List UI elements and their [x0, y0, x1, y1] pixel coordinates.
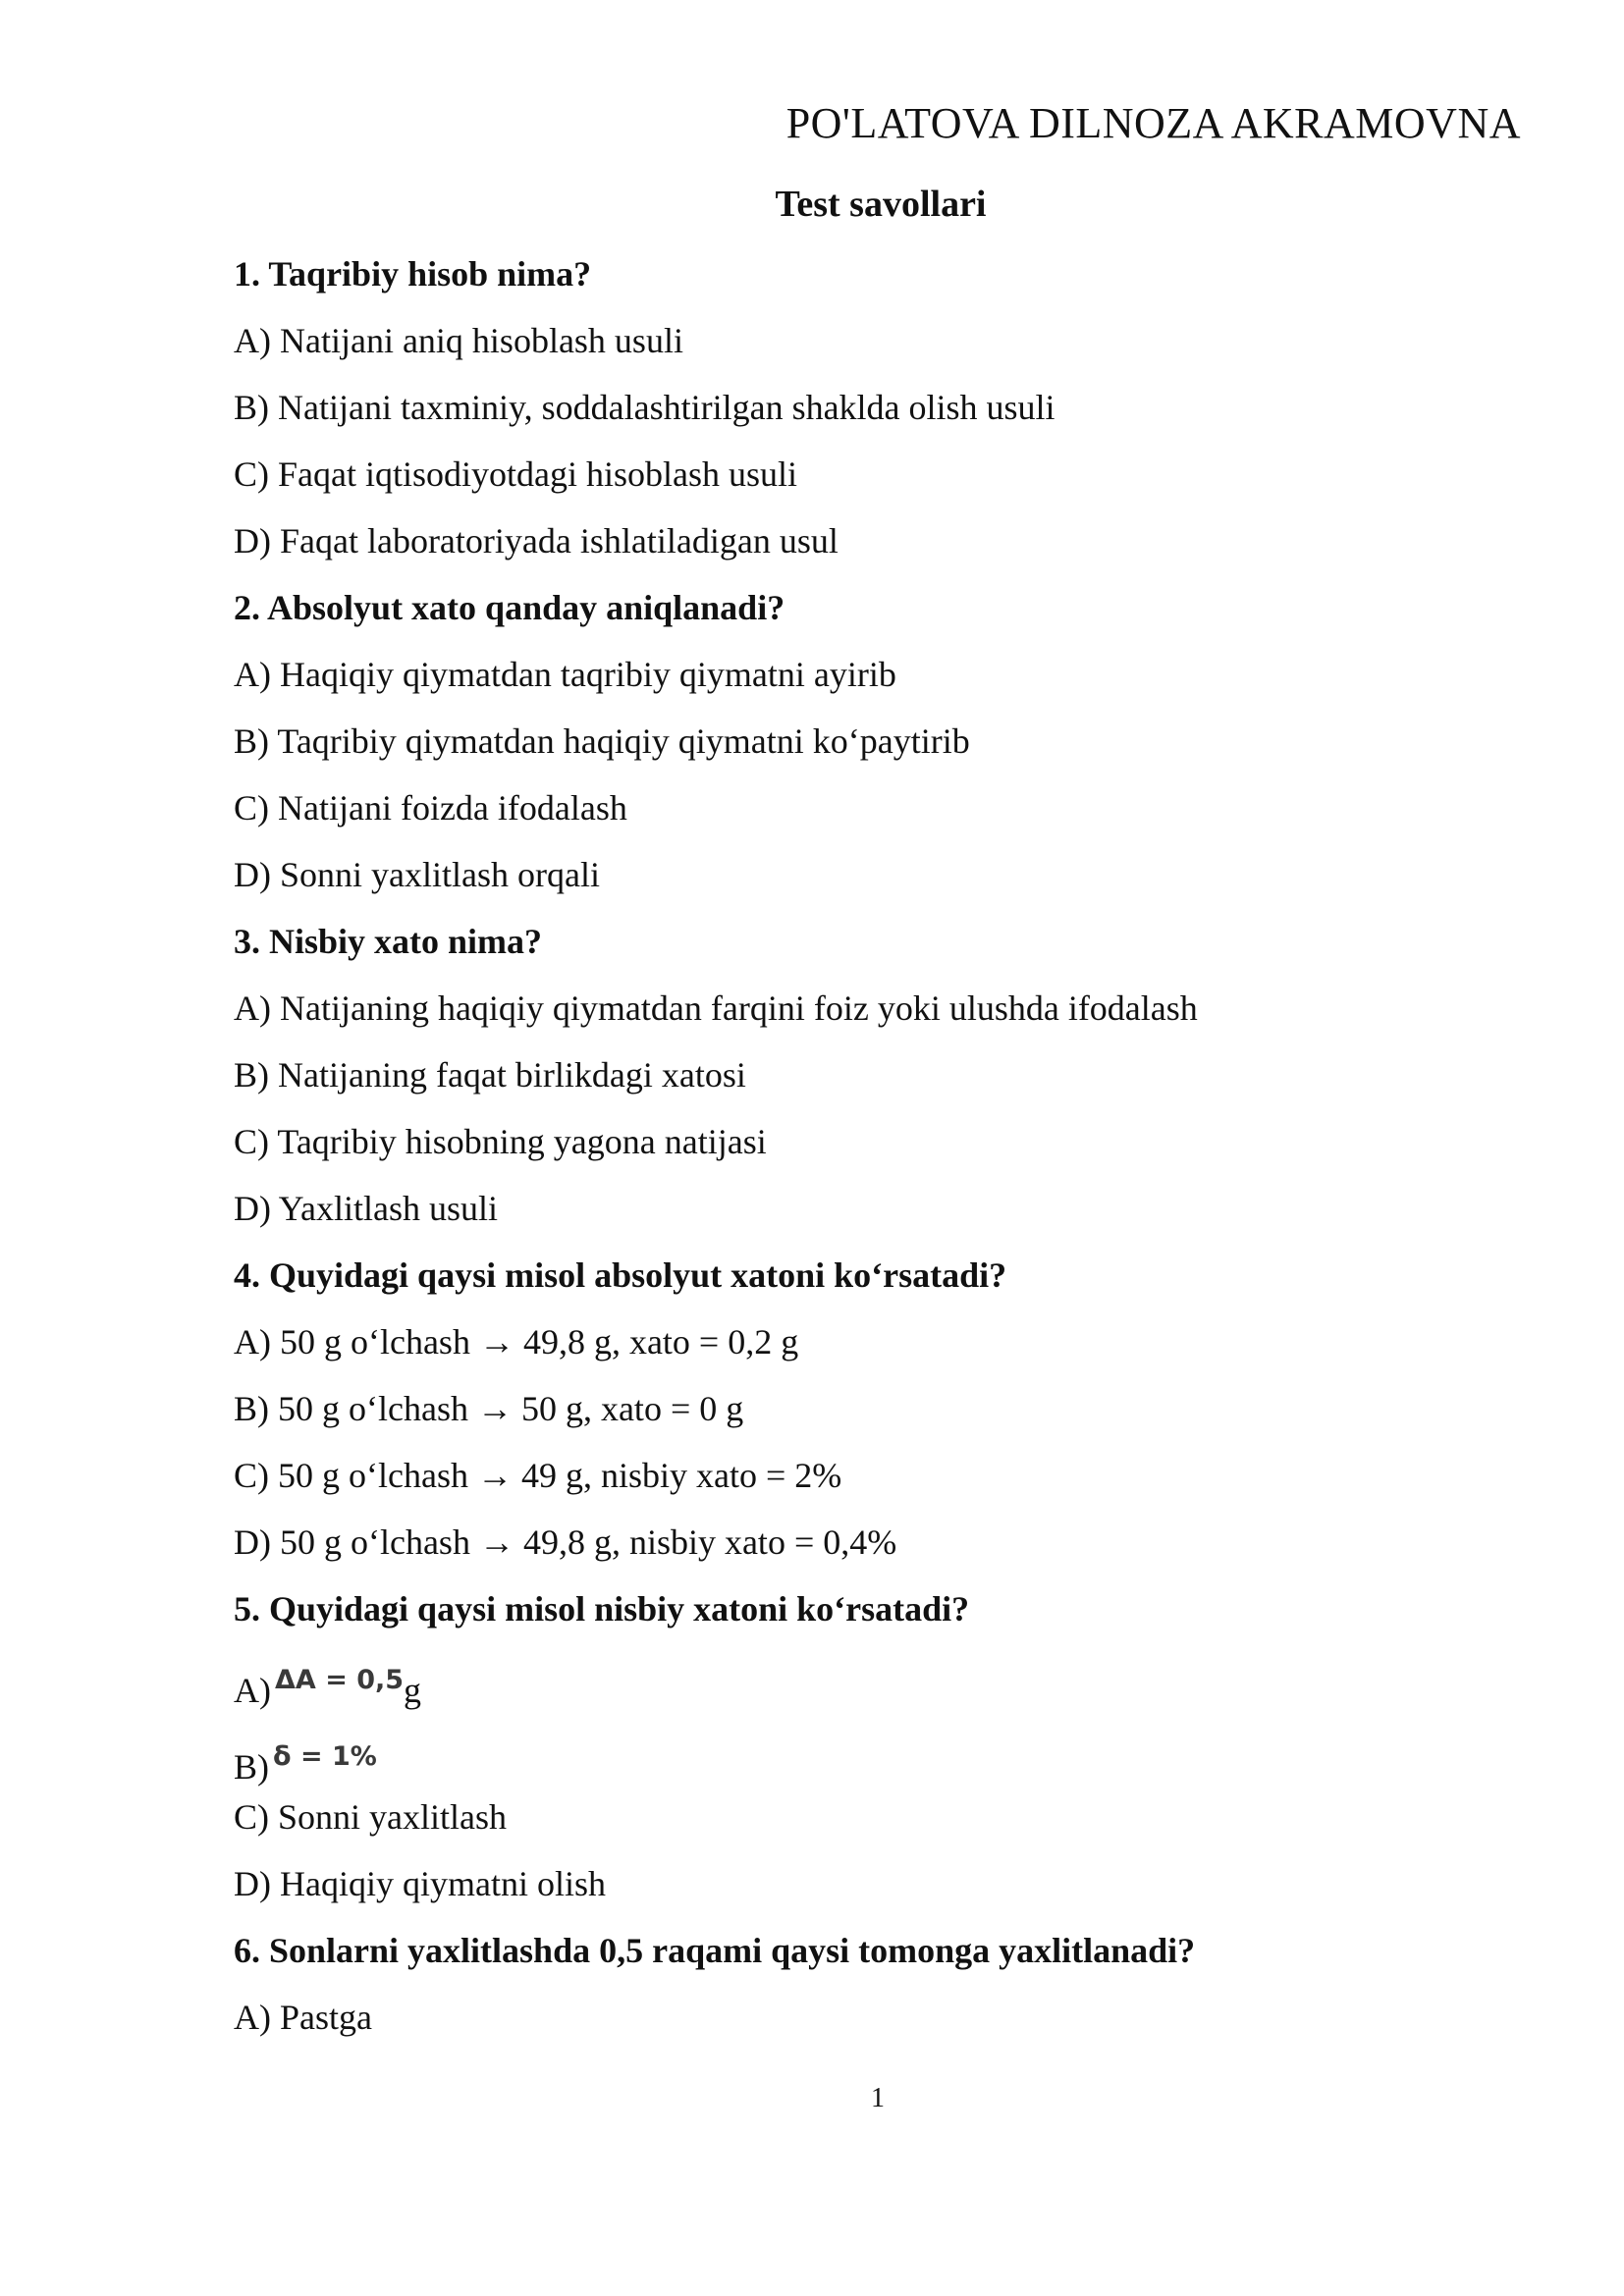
- question-4-option-b: B) 50 g o‘lchash → 50 g, xato = 0 g: [234, 1389, 744, 1428]
- question-4: 4. Quyidagi qaysi misol absolyut xatoni ko‘rsatadi?: [234, 1255, 1007, 1295]
- question-4-option-a: A) 50 g o‘lchash → 49,8 g, xato = 0,2 g: [234, 1322, 799, 1362]
- question-2-option-a: A) Haqiqiy qiymatdan taqribiy qiymatni ayirib: [234, 655, 896, 694]
- question-2-option-d: D) Sonni yaxlitlash orqali: [234, 855, 600, 894]
- question-3-option-b: B) Natijaning faqat birlikdagi xatosi: [234, 1055, 746, 1095]
- question-4-option-c: C) 50 g o‘lchash → 49 g, nisbiy xato = 2%: [234, 1456, 842, 1495]
- author-name: PO'LATOVA DILNOZA AKRAMOVNA: [785, 99, 1521, 147]
- test-questions: [234, 249, 1510, 2059]
- question-2-option-c: C) Natijani foizda ifodalash: [234, 788, 627, 828]
- question-4-option-d: D) 50 g o‘lchash → 49,8 g, nisbiy xato = 0,4%: [234, 1522, 897, 1562]
- question-3-option-c: C) Taqribiy hisobning yagona natijasi: [234, 1122, 767, 1161]
- question-6-option-a: A) Pastga: [234, 1998, 372, 2037]
- formula-image: ΔA = 0,5: [275, 1665, 405, 1695]
- unit-label: g: [404, 1671, 422, 1710]
- question-5-option-a: [234, 1651, 1510, 1728]
- question-3: 3. Nisbiy xato nima?: [234, 922, 543, 961]
- formula-image: δ = 1%: [273, 1741, 377, 1772]
- question-1-option-b: B) Natijani taxminiy, soddalashtirilgan shaklda olish usuli: [234, 388, 1056, 427]
- question-6: 6. Sonlarni yaxlitlashda 0,5 raqami qaysi tomonga yaxlitlanadi?: [234, 1931, 1196, 1970]
- question-3-option-a: A) Natijaning haqiqiy qiymatdan farqini foiz yoki ulushda ifodalash: [234, 988, 1198, 1028]
- option-letter: B): [234, 1747, 269, 1787]
- question-1-option-a: A) Natijani aniq hisoblash usuli: [234, 321, 683, 360]
- question-3-option-d: D) Yaxlitlash usuli: [234, 1189, 499, 1228]
- question-1-option-c: C) Faqat iqtisodiyotdagi hisoblash usuli: [234, 454, 797, 494]
- page-number: 1: [871, 2083, 885, 2113]
- question-1: 1. Taqribiy hisob nima?: [234, 254, 592, 294]
- question-2: 2. Absolyut xato qanday aniqlanadi?: [234, 588, 785, 627]
- question-5-option-c: C) Sonni yaxlitlash: [234, 1797, 507, 1837]
- question-1-option-d: D) Faqat laboratoriyada ishlatiladigan usul: [234, 521, 839, 561]
- question-5: 5. Quyidagi qaysi misol nisbiy xatoni ko‘rsatadi?: [234, 1589, 970, 1629]
- question-5-option-b: [234, 1728, 1510, 1792]
- page-title: Test savollari: [775, 184, 987, 225]
- question-2-option-b: B) Taqribiy qiymatdan haqiqiy qiymatni ko‘paytirib: [234, 721, 970, 761]
- question-5-option-d: D) Haqiqiy qiymatni olish: [234, 1864, 606, 1903]
- option-letter: A): [234, 1671, 271, 1710]
